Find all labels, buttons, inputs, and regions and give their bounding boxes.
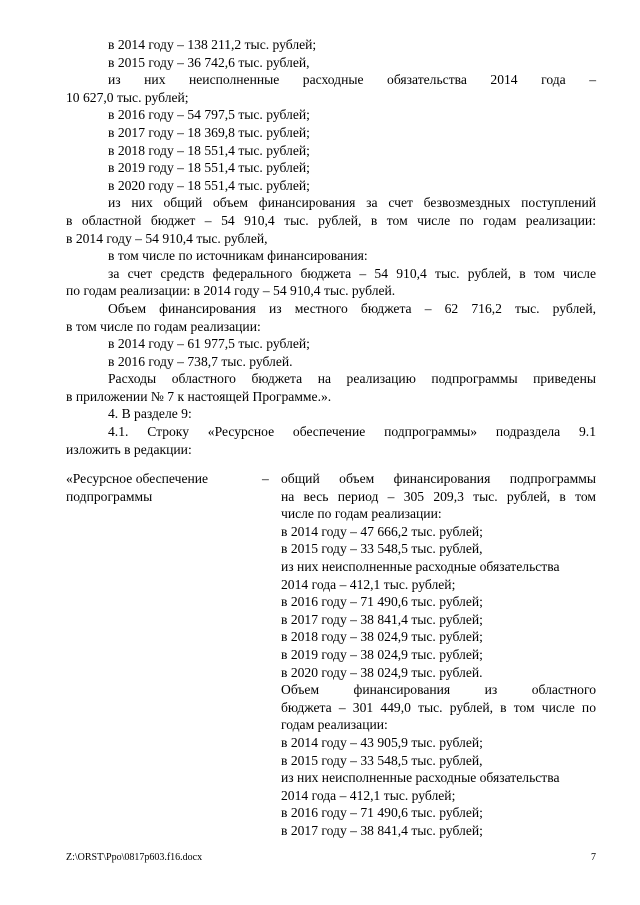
main-text — [66, 36, 596, 458]
text-line: в 2018 году – 18 551,4 тыс. рублей; — [108, 142, 310, 158]
row-line: годам реализации: — [281, 717, 388, 733]
row-line: в 2015 году – 33 548,5 тыс. рублей, — [281, 541, 483, 557]
text-line: в 2016 году – 54 797,5 тыс. рублей; — [108, 107, 310, 123]
section-heading: 4. В разделе 9: — [108, 406, 192, 422]
text-line: в том числе по источникам финансирования: — [108, 248, 368, 264]
text-line: в 2014 году – 138 211,2 тыс. рублей; — [108, 37, 317, 52]
text-line: Объем финансирования из местного бюджета – 62 716,2 тыс. рублей, — [108, 300, 596, 316]
row-line: из них неисполненные расходные обязательства — [281, 770, 560, 786]
text-line: в 2016 году – 738,7 тыс. рублей. — [108, 353, 293, 369]
text-line: 10 627,0 тыс. рублей; — [66, 89, 189, 105]
row-line: 2014 года – 412,1 тыс. рублей; — [281, 576, 456, 592]
file-path: Z:\ORST\Ppo\0817p603.f16.docx — [66, 852, 203, 863]
text-line: в 2014 году – 54 910,4 тыс. рублей, — [66, 230, 268, 246]
text-line: по годам реализации: в 2014 году – 54 910,4 тыс. рублей. — [66, 283, 396, 299]
text-line: Расходы областного бюджета на реализацию подпрограммы приведены — [108, 371, 596, 387]
row-line: в 2015 году – 33 548,5 тыс. рублей, — [281, 752, 483, 768]
row-label-line: подпрограммы — [66, 488, 153, 504]
row-line: общий объем финансирования подпрограммы — [281, 471, 596, 486]
row-line: Объем финансирования из областного — [281, 682, 596, 698]
text-line: в 2014 году – 61 977,5 тыс. рублей; — [108, 336, 310, 352]
row-content — [281, 470, 596, 839]
row-label — [66, 470, 251, 505]
row-line: в 2016 году – 71 490,6 тыс. рублей; — [281, 594, 483, 610]
row-line: в 2017 году – 38 841,4 тыс. рублей; — [281, 611, 483, 627]
text-line: в том числе по годам реализации: — [66, 318, 261, 334]
row-line: из них неисполненные расходные обязательства — [281, 558, 560, 574]
row-line: в 2019 году – 38 024,9 тыс. рублей; — [281, 646, 483, 662]
row-line: в 2016 году – 71 490,6 тыс. рублей; — [281, 805, 483, 821]
text-line: в областной бюджет – 54 910,4 тыс. рублей, в том числе по годам реализации: — [66, 212, 596, 228]
text-line: в приложении № 7 к настоящей Программе.». — [66, 388, 332, 404]
text-line: изложить в редакции: — [66, 441, 192, 457]
text-line: из них общий объем финансирования за счет безвозмездных поступлений — [108, 195, 596, 211]
text-line: в 2015 году – 36 742,6 тыс. рублей, — [108, 54, 310, 70]
row-line: 2014 года – 412,1 тыс. рублей; — [281, 787, 456, 803]
text-line: в 2020 году – 18 551,4 тыс. рублей; — [108, 177, 310, 193]
text-line: из них неисполненные расходные обязательства 2014 года – — [108, 72, 596, 88]
row-label-line: «Ресурсное обеспечение — [66, 471, 209, 486]
text-line: в 2019 году – 18 551,4 тыс. рублей; — [108, 160, 310, 176]
row-line: в 2014 году – 43 905,9 тыс. рублей; — [281, 734, 483, 750]
row-line: в 2018 году – 38 024,9 тыс. рублей; — [281, 629, 483, 645]
text-line: 4.1. Строку «Ресурсное обеспечение подпрограммы» подраздела 9.1 — [108, 424, 596, 440]
text-line: в 2017 году – 18 369,8 тыс. рублей; — [108, 124, 310, 140]
row-line: на весь период – 305 209,3 тыс. рублей, в том — [281, 488, 596, 504]
page-number: 7 — [591, 852, 596, 863]
text-line: за счет средств федерального бюджета – 54 910,4 тыс. рублей, в том числе — [108, 265, 596, 281]
row-line: в 2017 году – 38 841,4 тыс. рублей; — [281, 822, 483, 838]
row-line: в 2014 году – 47 666,2 тыс. рублей; — [281, 523, 483, 539]
row-line: бюджета – 301 449,0 тыс. рублей, в том числе по — [281, 699, 596, 715]
row-line: в 2020 году – 38 024,9 тыс. рублей. — [281, 664, 483, 680]
row-dash: – — [262, 471, 269, 486]
row-line: числе по годам реализации: — [281, 506, 442, 522]
